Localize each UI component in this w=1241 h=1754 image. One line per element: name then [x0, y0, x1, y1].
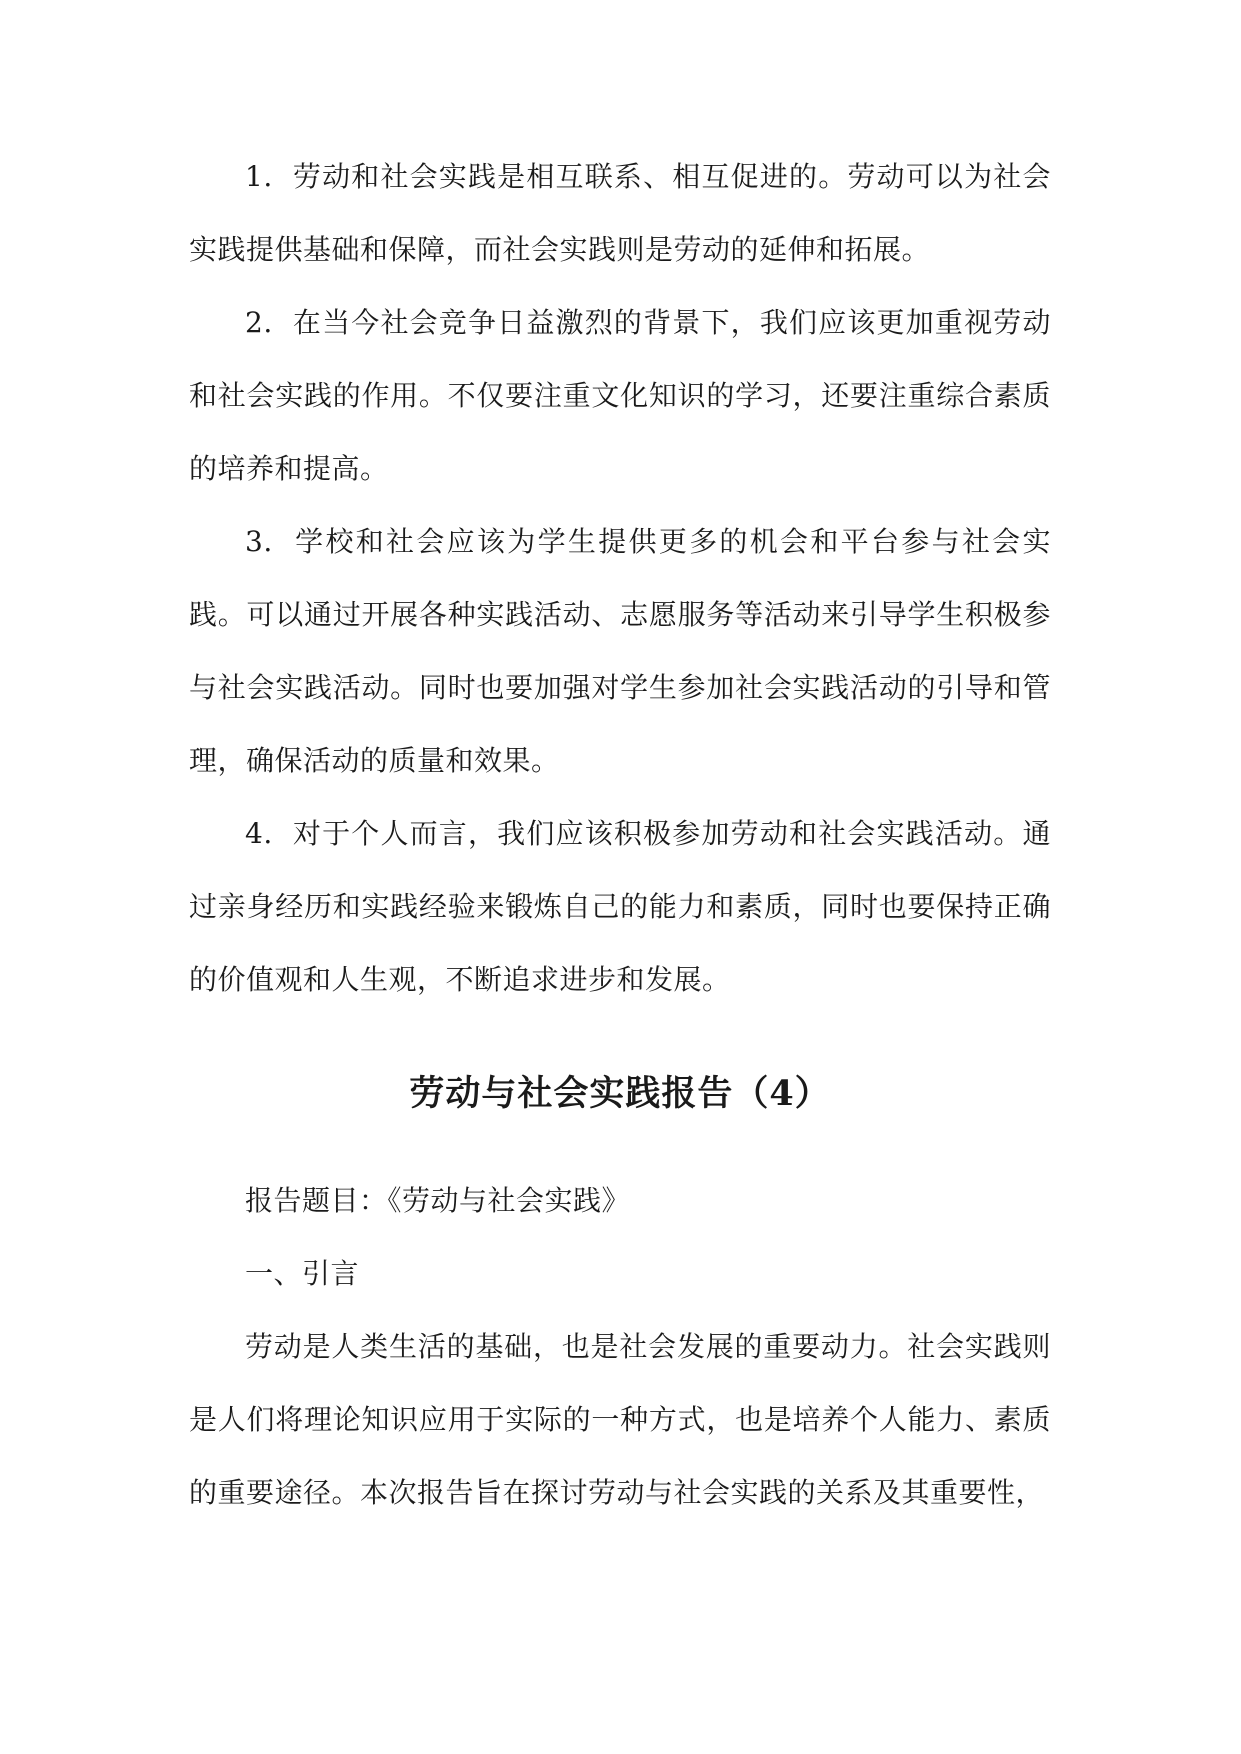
list-item-text: 在当今社会竞争日益激烈的背景下，我们应该更加重视劳动和社会实践的作用。不仅要注重文化知识的学习，还要注重综合素质的培养和提高。 — [189, 306, 1051, 485]
section-heading-introduction: 一、引言 — [245, 1257, 360, 1290]
list-item-text: 学校和社会应该为学生提供更多的机会和平台参与社会实践。可以通过开展各种实践活动、志愿服务等活动来引导学生积极参与社会实践活动。同时也要加强对学生参加社会实践活动的引导和管理，确保活动的质量和效果。 — [189, 525, 1051, 777]
list-item-number: 4. — [245, 817, 273, 850]
document-body — [189, 140, 1051, 1529]
section-title: 劳动与社会实践报告（4） — [409, 1073, 831, 1114]
list-item-text: 劳动和社会实践是相互联系、相互促进的。劳动可以为社会实践提供基础和保障，而社会实践则是劳动的延伸和拓展。 — [189, 160, 1051, 266]
list-item — [189, 797, 1051, 1016]
list-item — [189, 286, 1051, 505]
intro-paragraph: 劳动是人类生活的基础，也是社会发展的重要动力。社会实践则是人们将理论知识应用于实际的一种方式，也是培养个人能力、素质的重要途径。本次报告旨在探讨劳动与社会实践的关系及其重要性， — [189, 1330, 1051, 1509]
list-item — [189, 140, 1051, 286]
list-item-number: 1. — [245, 160, 273, 193]
list-item-text: 对于个人而言，我们应该积极参加劳动和社会实践活动。通过亲身经历和实践经验来锻炼自己的能力和素质，同时也要保持正确的价值观和人生观，不断追求进步和发展。 — [189, 817, 1051, 996]
list-item-number: 2. — [245, 306, 273, 339]
list-item-number: 3. — [245, 525, 273, 558]
report-topic: 报告题目：《劳动与社会实践》 — [245, 1184, 631, 1217]
list-item — [189, 505, 1051, 797]
